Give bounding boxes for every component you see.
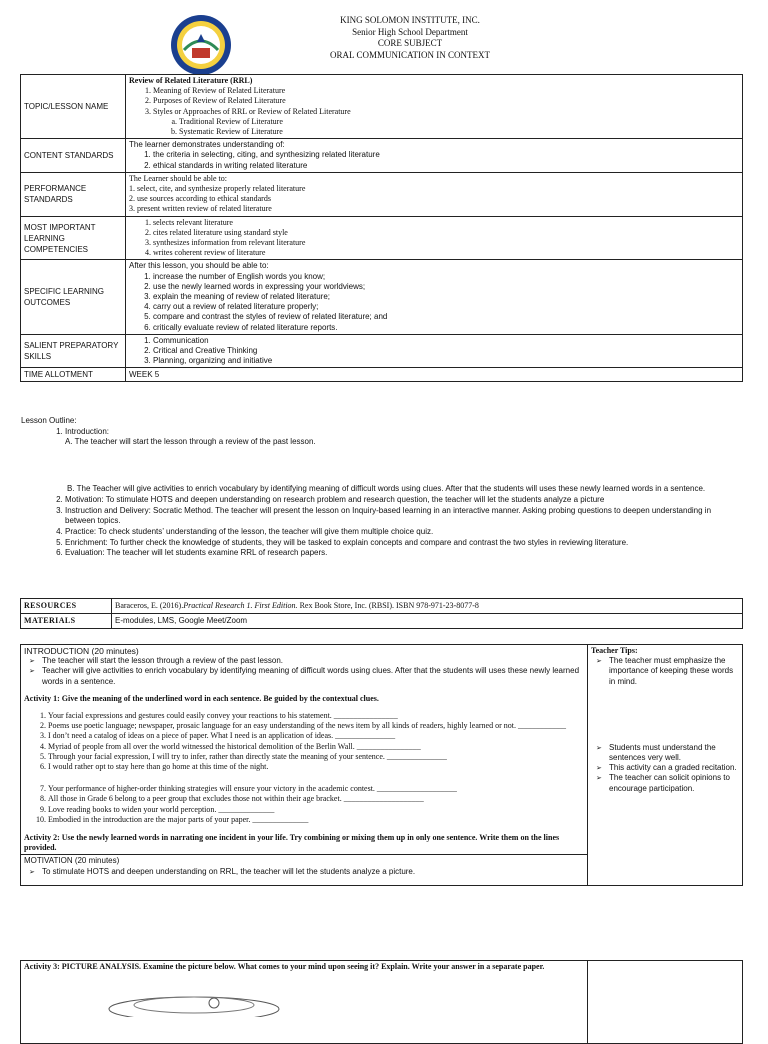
- materials-label: MATERIALS: [21, 614, 112, 629]
- list-item: 3. explain the meaning of review of related literature;: [153, 292, 739, 302]
- performance-intro: The Learner should be able to:: [129, 173, 227, 183]
- lesson-info-table: [20, 74, 743, 382]
- list-item: 4. Practice: To check students’ understanding of the lesson, the teacher will give them multiple choice quiz.: [65, 527, 743, 538]
- list-item: 1. the criteria in selecting, citing, and synthesizing related literature: [153, 150, 739, 160]
- list-item: 3. Planning, organizing and initiative: [153, 356, 739, 366]
- skills-cell: [126, 334, 743, 368]
- outline-list: [21, 427, 743, 448]
- list-item: 1. Your facial expressions and gestures could easily convey your reactions to his statement. ________________: [48, 711, 584, 721]
- list-item: 3. Instruction and Delivery: Socratic Method. The teacher will present the lesson on Inquiry-based learning in an interactive manner. Asking probing questions to deepen understanding in between topics.: [65, 506, 743, 527]
- intro-label: Introduction:: [65, 426, 110, 436]
- activity1-instruction: Activity 1: Give the meaning of the underlined word in each sentence. Be guided by the contextual clues.: [24, 693, 379, 703]
- department-name: Senior High School Department: [352, 26, 468, 37]
- list-item: 1. Communication: [153, 336, 739, 346]
- time-allotment-label: TIME ALLOTMENT: [21, 368, 126, 382]
- list-item: 6. critically evaluate review of related literature reports.: [153, 323, 739, 333]
- activity3-picture: [104, 987, 584, 1021]
- school-name: KING SOLOMON INSTITUTE, INC.: [340, 15, 480, 25]
- list-item: 3. synthesizes information from relevant literature: [153, 238, 739, 248]
- list-item: 4. Myriad of people from all over the world witnessed the historical demolition of the Berlin Wall. ________________: [48, 742, 584, 752]
- melc-cell: [126, 216, 743, 260]
- motivation-bullets: [24, 867, 584, 877]
- topic-cell: [126, 75, 743, 139]
- introduction-heading: INTRODUCTION (20 minutes): [24, 646, 139, 656]
- list-item: [65, 427, 743, 448]
- tips-group-2: [591, 743, 739, 794]
- motivation-cell: [21, 855, 588, 885]
- skills-label: SALIENT PREPARATORY SKILLS: [21, 334, 126, 368]
- tips-group-1: [591, 656, 739, 687]
- list-item: 2. use sources according to ethical standards: [129, 194, 271, 204]
- intro-b: B. The Teacher will give activities to enrich vocabulary by identifying meaning of difficult words using clues. After that the students will uses these newly learned words in a sentence.: [67, 484, 706, 494]
- list-item: 1. Meaning of Review of Related Literature: [153, 86, 739, 96]
- row-skills: [21, 334, 743, 368]
- topic-label: TOPIC/LESSON NAME: [21, 75, 126, 139]
- resources-publisher: Rex Book Store, Inc. (RBSI). ISBN 978-971-23-8077-8: [297, 601, 479, 610]
- list-item: [153, 107, 739, 138]
- activity1-sentences: [24, 711, 584, 825]
- slo-list: [129, 272, 739, 333]
- list-item: ➢ The teacher must emphasize the importance of keeping these words in mind.: [609, 656, 739, 687]
- row-time-allotment: [21, 368, 743, 382]
- slo-label: SPECIFIC LEARNING OUTCOMES: [21, 260, 126, 334]
- list-item: ➢ The teacher will start the lesson through a review of the past lesson.: [42, 656, 584, 666]
- list-item: 3. I don’t need a catalog of ideas on a piece of paper. What I need is an application of ideas. _______________: [48, 731, 584, 741]
- list-item: 9. Love reading books to widen your world perception. ______________: [48, 805, 584, 815]
- list-item: ➢ To stimulate HOTS and deepen understanding on RRL, the teacher will let the students analyze a picture.: [42, 867, 584, 877]
- content-intro: The learner demonstrates understanding of:: [129, 140, 285, 150]
- list-item: ➢ Students must understand the sentences very well.: [609, 743, 739, 763]
- intro-a: A. The teacher will start the lesson through a review of the past lesson.: [65, 437, 316, 447]
- topic-list: [129, 86, 739, 137]
- list-item: 6. Evaluation: The teacher will let students examine RRL of research papers.: [65, 548, 743, 559]
- row-topic: [21, 75, 743, 139]
- list-item: 5. compare and contrast the styles of review of related literature; and: [153, 312, 739, 322]
- list-item: 7. Your performance of higher-order thinking strategies will ensure your victory in the academic contest. ____________________: [48, 784, 584, 794]
- row-activity3: [21, 961, 743, 1044]
- document-header: [300, 15, 520, 61]
- performance-standards-cell: [126, 172, 743, 216]
- resources-author: Baraceros, E. (2016).: [115, 601, 184, 610]
- teacher-tips-cell: [588, 645, 743, 886]
- list-item: ➢ The teacher can solicit opinions to encourage participation.: [609, 773, 739, 793]
- lesson-plan-table: [20, 644, 743, 886]
- resources-label: RESOURCES: [21, 599, 112, 614]
- list-item: 3. present written review of related literature: [129, 204, 272, 214]
- row-slo: [21, 260, 743, 334]
- skills-list: [129, 336, 739, 367]
- row-performance-standards: [21, 172, 743, 216]
- school-logo: [170, 14, 232, 76]
- list-item: 10. Embodied in the introduction are the major parts of your paper. ______________: [48, 815, 584, 825]
- list-item: 2. cites related literature using standard style: [153, 228, 739, 238]
- topic-title: Review of Related Literature (RRL): [129, 76, 253, 85]
- row-introduction: [21, 645, 743, 855]
- subject-type: CORE SUBJECT: [377, 38, 443, 48]
- introduction-cell: [21, 645, 588, 855]
- list-item-text: Styles or Approaches of RRL or Review of Related Literature: [153, 106, 351, 116]
- content-standards-label: CONTENT STANDARDS: [21, 139, 126, 173]
- slo-intro: After this lesson, you should be able to:: [129, 261, 269, 271]
- list-item: 2. use the newly learned words in expressing your worldviews;: [153, 282, 739, 292]
- outline-heading: Lesson Outline:: [21, 416, 77, 425]
- list-item: 1. increase the number of English words you know;: [153, 272, 739, 282]
- activity3-cell: [21, 961, 588, 1044]
- teacher-tips-heading: Teacher Tips:: [591, 646, 638, 655]
- activity2-instruction: Activity 2: Use the newly learned words in narrating one incident in your life. Try combining or mixing them up in only one sentence. Write them on the lines provided.: [24, 833, 560, 853]
- melc-list: [129, 218, 739, 259]
- list-item: 4. writes coherent review of literature: [153, 248, 739, 258]
- list-item: 2. ethical standards in writing related literature: [153, 161, 739, 171]
- resources-table: [20, 598, 743, 629]
- list-item: ➢ Teacher will give activities to enrich vocabulary by identifying meaning of difficult words using clues. After that the students will uses these newly learned words in a sentence.: [42, 666, 584, 686]
- materials-value: E-modules, LMS, Google Meet/Zoom: [112, 614, 743, 629]
- content-list: [129, 150, 739, 170]
- row-melc: [21, 216, 743, 260]
- list-item: 5. Through your facial expression, I will try to infer, rather than directly state the meaning of your sentence. _______________: [48, 752, 584, 762]
- list-item: ➢ This activity can a graded recitation.: [609, 763, 739, 773]
- list-item: 2. Critical and Creative Thinking: [153, 346, 739, 356]
- performance-standards-label: PERFORMANCE STANDARDS: [21, 172, 126, 216]
- introduction-bullets: [24, 656, 584, 687]
- lesson-outline: [21, 416, 743, 559]
- list-item: 1. selects relevant literature: [153, 218, 739, 228]
- resources-title: Practical Research 1. First Edition.: [183, 601, 298, 610]
- row-resources: [21, 599, 743, 614]
- slo-cell: [126, 260, 743, 334]
- motivation-heading: MOTIVATION (20 minutes): [24, 856, 120, 866]
- list-item: b. Systematic Review of Literature: [179, 127, 739, 137]
- list-item: 2. Poems use poetic language; newspaper, prosaic language for an easy understanding of the news item by all kinds of readers, highly learned or not. ____________: [48, 721, 584, 731]
- row-materials: [21, 614, 743, 629]
- resources-value: [112, 599, 743, 614]
- row-content-standards: [21, 139, 743, 173]
- list-item: 1. select, cite, and synthesize properly related literature: [129, 184, 306, 194]
- list-item: 4. carry out a review of related literature properly;: [153, 302, 739, 312]
- time-allotment-value: WEEK 5: [126, 368, 743, 382]
- list-item: 8. All those in Grade 6 belong to a peer group that excludes those not within their age bracket. ____________________: [48, 794, 584, 804]
- topic-sublist: [153, 117, 739, 137]
- list-item: 2. Motivation: To stimulate HOTS and deepen understanding on research problem and research question, the teacher will let the students analyze a picture: [65, 495, 743, 506]
- list-item: 6. I would rather opt to stay here than go home at this time of the night.: [48, 762, 584, 772]
- list-item: a. Traditional Review of Literature: [179, 117, 739, 127]
- list-item: 2. Purposes of Review of Related Literature: [153, 96, 739, 106]
- activity3-tips-cell: [588, 961, 743, 1044]
- activity3-table: [20, 960, 743, 1044]
- outline-list-cont: [21, 495, 743, 559]
- list-item: 5. Enrichment: To further check the knowledge of students, they will be tasked to explain concepts and compare and contrast the two styles in reviewing literature.: [65, 538, 743, 549]
- content-standards-cell: [126, 139, 743, 173]
- subject-name: ORAL COMMUNICATION IN CONTEXT: [330, 49, 490, 60]
- activity3-instruction: Activity 3: PICTURE ANALYSIS. Examine the picture below. What comes to your mind upon seeing it? Explain. Write your answer in a separate paper.: [24, 962, 545, 971]
- melc-label: MOST IMPORTANT LEARNING COMPETENCIES: [21, 216, 126, 260]
